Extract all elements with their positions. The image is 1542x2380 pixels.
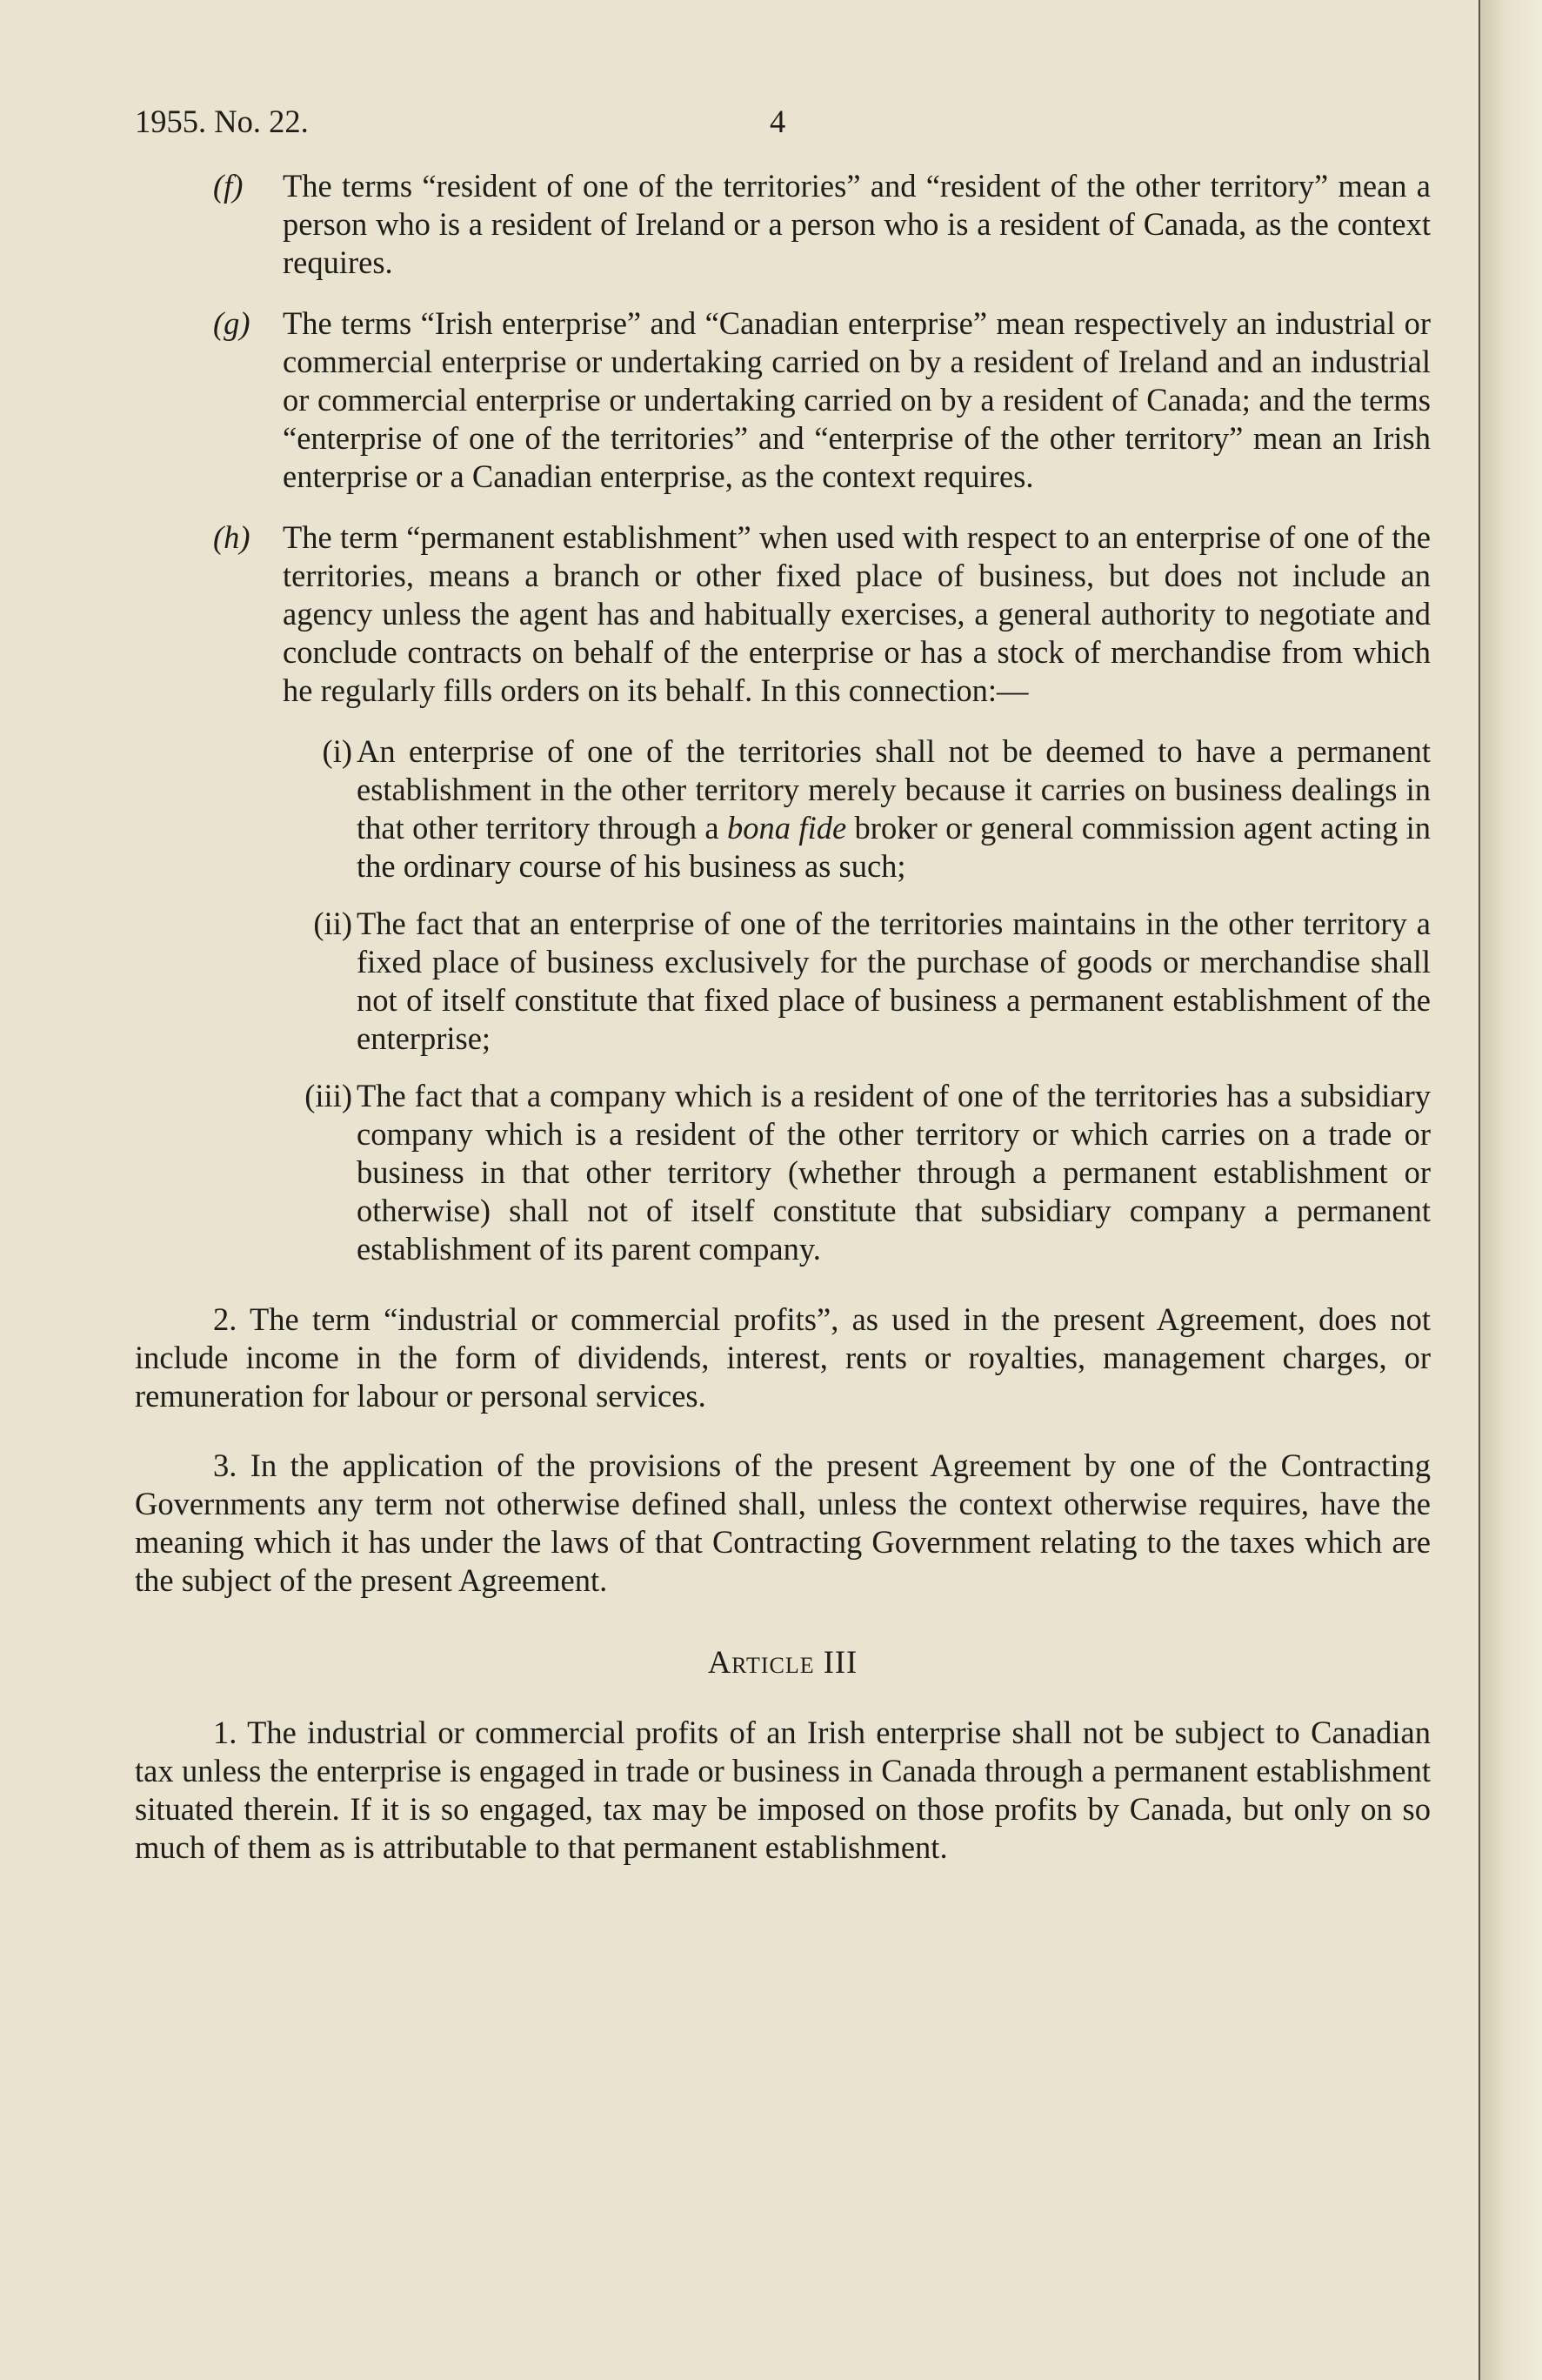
definition-label: (h) [213,519,250,555]
subitem-label: (ii) [313,906,352,941]
definition-g [135,304,1431,496]
article-paragraph-1: 1. The industrial or commercial profits of an Irish enterprise shall not be subject to Canadian tax unless the enterprise is engaged in trade or business in Canada through a permanent establishment situated therein. If it is so engaged, tax may be imposed on those profits by Canada, but only on so much of them as is attributable to that permanent establishment. [135,1714,1431,1865]
definition-h [135,518,1431,710]
definition-text: The terms “Irish enterprise” and “Canadian enterprise” mean respectively an industrial or commercial enterprise or undertaking carried on by a resident of Ireland and an industrial or commercial enterprise or undertaking carried on by a resident of Canada; and the terms “enterprise of one of the territories” and “enterprise of the other territory” mean an Irish enterprise or a Canadian enterprise, as the context requires. [283,305,1431,494]
definition-label: (f) [213,168,244,204]
definition-f [135,167,1431,282]
subitem-i [135,732,1431,886]
subitem-iii [135,1077,1431,1268]
page-binding-edge [1479,0,1542,2380]
subitem-label: (i) [322,733,352,769]
page-header [135,103,1426,146]
subitem-text-before: An enterprise of one of the territories shall not be deemed to have a permanent establishment in the other territory merely because it carries on business dealings in that other territory through a [357,733,1431,846]
page-body [135,167,1431,1889]
subitem-text: The fact that a company which is a resident of one of the territories has a subsidiary company which is a resident of the other territory or which carries on a trade or business in that other territory (whether through a permanent establishment or otherwise) shall not of itself constitute that subsidiary company a permanent establishment of its parent company. [357,1078,1431,1267]
subitem-ii [135,905,1431,1058]
page-number: 4 [770,104,786,139]
paragraph-3: 3. In the application of the provisions of the present Agreement by one of the Contracting Governments any term not otherwise defined shall, unless the context otherwise requires, have the meaning which it has under the laws of that Contracting Government relating to the taxes which are the subject of the present Agreement. [135,1447,1431,1598]
definition-label: (g) [213,305,250,341]
definition-text: The terms “resident of one of the territories” and “resident of the other territory” mean a person who is a resident of Ireland or a person who is a resident of Canada, as the context requires. [283,168,1431,280]
definition-text: The term “permanent establishment” when used with respect to an enterprise of one of the territories, means a branch or other fixed place of business, but does not include an agency unless the agent has and habitually exercises, a general authority to negotiate and conclude contracts on behalf of the enterprise or has a stock of merchandise from which he regularly fills orders on its behalf. In this connection:— [283,519,1431,708]
subitem-text-italic: bona fide [727,810,847,846]
subitem-text: The fact that an enterprise of one of the territories maintains in the other territory a fixed place of business exclusively for the purchase of goods or merchandise shall not of itself constitute that fixed place of business a permanent establishment of the enterprise; [357,906,1431,1056]
header-citation: 1955. No. 22. [135,104,309,139]
article-heading: Article III [707,1644,858,1680]
subitem-text-after: broker or general commission agent acting in the ordinary course of his business as such; [357,810,1431,884]
paragraph-2: 2. The term “industrial or commercial profits”, as used in the present Agreement, does not include income in the form of dividends, interest, rents or royalties, management charges, or remuneration for labour or personal services. [135,1300,1431,1414]
subitem-label: (iii) [304,1078,352,1113]
